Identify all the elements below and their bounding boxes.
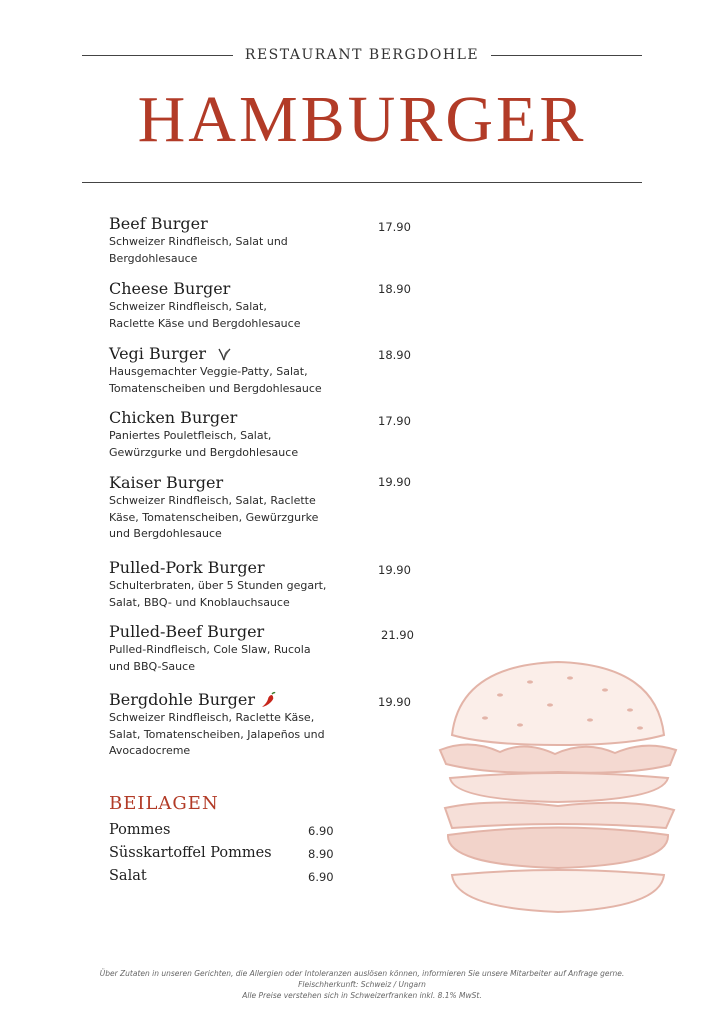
side-price: 8.90 [308,847,334,861]
item-name: Pulled-Pork Burger [109,558,265,577]
side-price: 6.90 [308,824,334,838]
item-price: 19.90 [378,563,411,577]
chili-icon [259,691,277,709]
item-price: 19.90 [378,695,411,709]
item-name: Cheese Burger [109,279,231,298]
title-divider [82,182,642,183]
side-name: Salat [109,868,147,884]
price-note: Alle Preise verstehen sich in Schweizerfranken inkl. 8.1% MwSt. [242,991,482,1000]
side-name: Pommes [109,822,171,838]
item-name: Pulled-Beef Burger [109,622,265,641]
leaf-icon [216,346,232,362]
item-description: Schweizer Rindfleisch, Salat, Raclette Käse, Tomatenscheiben, Gewürzgurke und Bergdohlesauce [109,494,319,540]
burger-illustration [430,650,685,920]
item-name: Vegi Burger [109,344,429,364]
page-title: HAMBURGER [137,83,587,156]
item-description: Paniertes Pouletfleisch, Salat, Gewürzgurke und Bergdohlesauce [109,429,299,459]
item-name: Chicken Burger [109,408,238,427]
item-description: Schweizer Rindfleisch, Salat, Raclette Käse und Bergdohlesauce [109,300,301,330]
item-price: 19.90 [378,475,411,489]
header-line-right [491,55,642,56]
menu-header [82,45,642,65]
side-name: Süsskartoffel Pommes [109,845,272,861]
side-price: 6.90 [308,870,334,884]
item-name: Kaiser Burger [109,473,224,492]
item-price: 18.90 [378,282,411,296]
side-item-suesskartoffel-pommes [109,845,339,865]
footer-note [0,968,724,1001]
item-price: 21.90 [381,628,414,642]
item-price: 17.90 [378,220,411,234]
side-item-salat [109,868,339,888]
meat-origin-note: Fleischherkunft: Schweiz / Ungarn [298,980,426,989]
item-price: 18.90 [378,348,411,362]
restaurant-name: RESTAURANT BERGDOHLE [244,47,480,63]
side-item-pommes [109,822,339,842]
item-price: 17.90 [378,414,411,428]
item-description: Schweizer Rindfleisch, Raclette Käse, Salat, Tomatenscheiben, Jalapeños und Avocadocreme [109,711,325,757]
allergy-note: Über Zutaten in unseren Gerichten, die Allergien oder Intoleranzen auslösen können, informieren Sie unsere Mitarbeiter auf Anfrage gerne. [99,969,625,978]
item-description: Pulled-Rindfleisch, Cole Slaw, Rucola und BBQ-Sauce [109,643,311,673]
item-name: Beef Burger [109,214,208,233]
item-description: Schweizer Rindfleisch, Salat und Bergdohlesauce [109,235,288,265]
header-line-left [82,55,233,56]
item-description: Schulterbraten, über 5 Stunden gegart, Salat, BBQ- und Knoblauchsauce [109,579,327,609]
sides-section-title: BEILAGEN [109,793,219,814]
item-name: Bergdohle Burger [109,690,429,710]
item-description: Hausgemachter Veggie-Patty, Salat, Tomatenscheiben und Bergdohlesauce [109,365,322,395]
